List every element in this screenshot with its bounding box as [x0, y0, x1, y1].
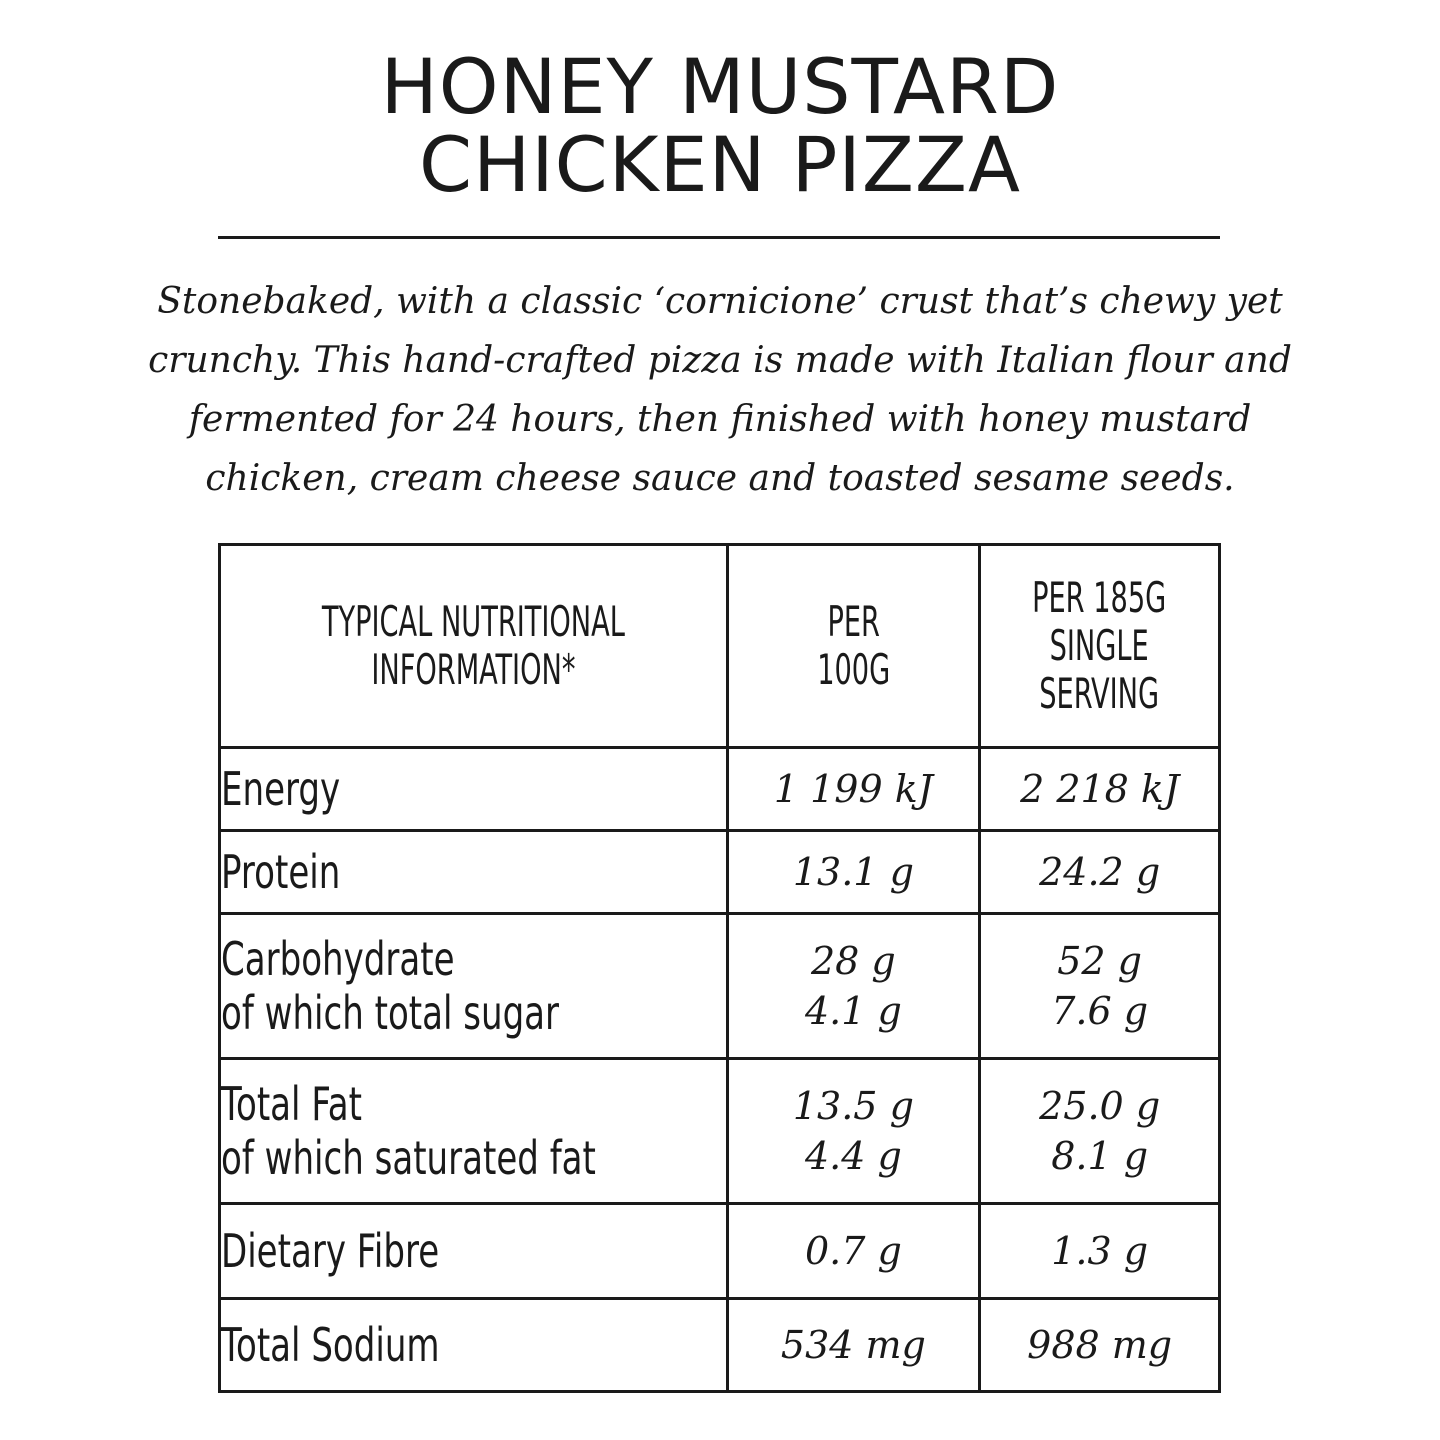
subvalue-text: 8.1 g — [1051, 1134, 1149, 1178]
value-text: 13.1 g — [792, 850, 914, 894]
header-label-cell — [220, 545, 728, 748]
row-label — [220, 1204, 728, 1299]
title-line-2: CHICKEN PIZZA — [419, 120, 1021, 209]
row-serving-value — [980, 748, 1220, 831]
subvalue-text: 4.4 g — [804, 1134, 902, 1178]
header-serving-cell — [980, 545, 1220, 748]
subvalue-text: 4.1 g — [804, 989, 902, 1033]
table-row — [220, 1299, 1220, 1392]
table-row — [220, 914, 1220, 1059]
title-divider — [218, 236, 1220, 239]
value-text: 52 g — [1057, 939, 1143, 983]
header-per100-line-2: 100G — [816, 645, 890, 694]
row-label — [220, 1299, 728, 1392]
description-line-2: crunchy. This hand-crafted pizza is made with Italian flour and — [148, 340, 1292, 381]
row-label-text: Carbohydrate — [221, 932, 455, 986]
row-label — [220, 1059, 728, 1204]
row-label-text: Protein — [221, 845, 341, 899]
value-text: 988 mg — [1027, 1323, 1173, 1367]
row-serving-value — [980, 1059, 1220, 1204]
subvalue-text: 7.6 g — [1051, 989, 1149, 1033]
row-label-text: Energy — [221, 762, 341, 816]
description-line-4: chicken, cream cheese sauce and toasted sesame seeds. — [205, 458, 1235, 499]
header-serving-line-3: SERVING — [1039, 669, 1160, 718]
row-serving-value — [980, 1204, 1220, 1299]
page-title — [0, 42, 1440, 209]
row-label-text: Total Sodium — [221, 1318, 440, 1372]
row-label — [220, 914, 728, 1059]
table-row — [220, 748, 1220, 831]
table-row — [220, 831, 1220, 914]
value-text: 24.2 g — [1039, 850, 1161, 894]
value-text: 13.5 g — [792, 1084, 914, 1128]
value-text: 28 g — [811, 939, 896, 983]
row-label — [220, 831, 728, 914]
title-line-1: HONEY MUSTARD — [380, 42, 1060, 131]
value-text: 534 mg — [780, 1323, 926, 1367]
row-label — [220, 748, 728, 831]
value-text: 1 199 kJ — [773, 767, 933, 811]
row-serving-value — [980, 914, 1220, 1059]
value-text: 2 218 kJ — [1020, 767, 1180, 811]
header-label-line-2: INFORMATION* — [371, 645, 576, 694]
row-sublabel-text: of which saturated fat — [221, 1131, 596, 1185]
header-serving-line-1: PER 185G — [1032, 573, 1167, 622]
row-sublabel-text: of which total sugar — [221, 986, 560, 1040]
row-per100-value — [727, 1299, 980, 1392]
row-label-text: Dietary Fibre — [221, 1224, 440, 1278]
header-label-line-1: TYPICAL NUTRITIONAL — [321, 597, 625, 646]
row-per100-value — [727, 1204, 980, 1299]
row-label-text: Total Fat — [221, 1077, 362, 1131]
table-header-row — [220, 545, 1220, 748]
value-text: 0.7 g — [804, 1229, 902, 1273]
header-per100-line-1: PER — [827, 597, 880, 646]
row-per100-value — [727, 748, 980, 831]
description-line-3: fermented for 24 hours, then finished with honey mustard — [188, 399, 1252, 440]
description-line-1: Stonebaked, with a classic ‘cornicione’ crust that’s chewy yet — [157, 281, 1283, 322]
row-per100-value — [727, 831, 980, 914]
value-text: 1.3 g — [1051, 1229, 1149, 1273]
table-row — [220, 1204, 1220, 1299]
header-serving-line-2: SINGLE — [1050, 621, 1150, 670]
row-per100-value — [727, 914, 980, 1059]
header-per100-cell — [727, 545, 980, 748]
value-text: 25.0 g — [1039, 1084, 1161, 1128]
product-description — [20, 272, 1420, 508]
nutrition-table — [218, 543, 1221, 1393]
row-serving-value — [980, 1299, 1220, 1392]
row-per100-value — [727, 1059, 980, 1204]
table-row — [220, 1059, 1220, 1204]
row-serving-value — [980, 831, 1220, 914]
